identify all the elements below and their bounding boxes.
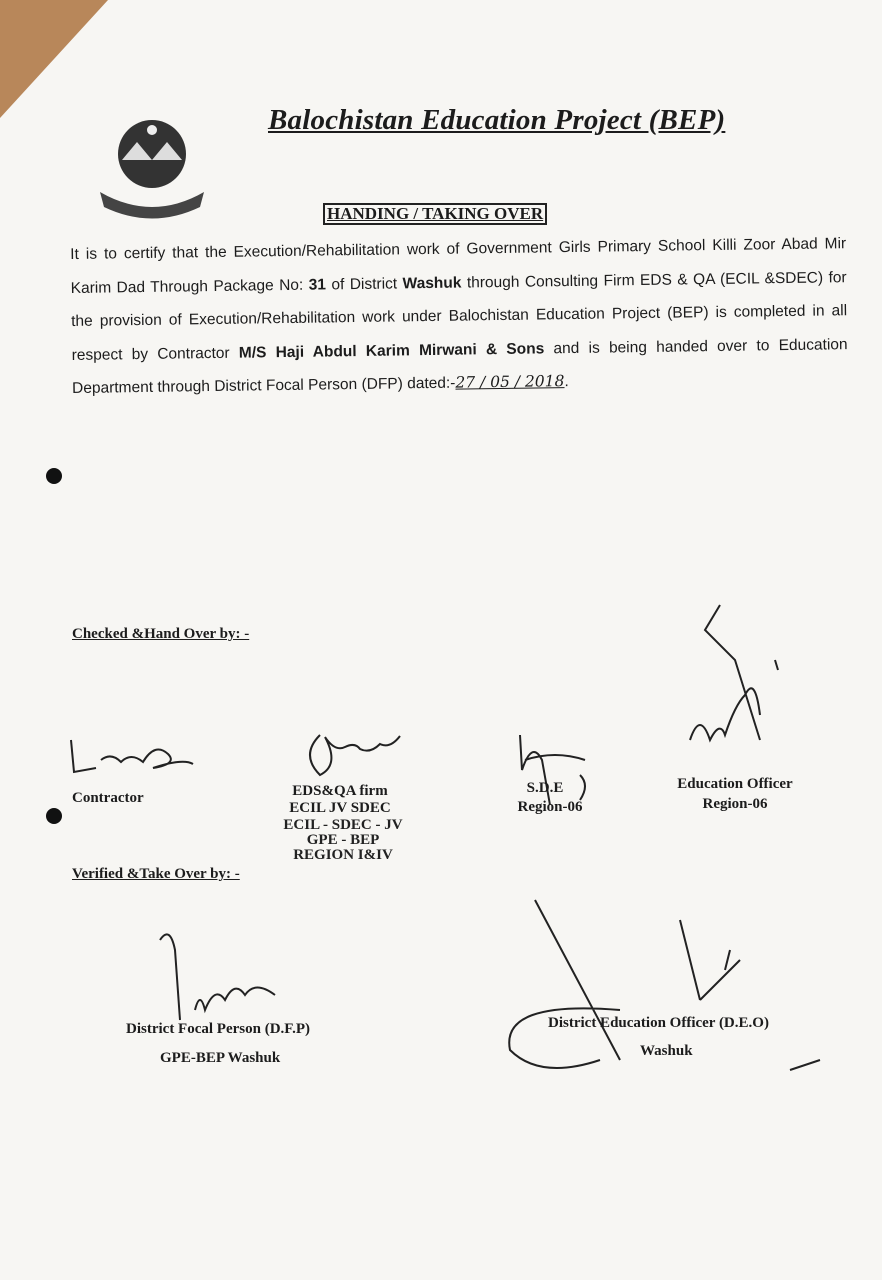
dfp-signature (150, 930, 310, 1030)
document-subtitle: HANDING / TAKING OVER (323, 203, 547, 225)
deo-signature (500, 890, 830, 1090)
education-officer-label: Education Officer (677, 776, 793, 792)
education-officer-region-label: Region-06 (702, 796, 768, 812)
page-corner-fold (0, 0, 108, 118)
certificate-text: It is to certify that the Execution/Rehabilitation work of Government Girls Primary School Killi Zoor Abad Mir Karim Dad Through Package No: 31 of District Washuk through Consulting Firm EDS & QA (ECIL &SDEC) for the provision of Execution/Rehabilitation work under Balochistan Education Project (BEP) is completed in all respect by Contractor M/S Haji Abdul Karim Mirwani & Sons and is being handed over to Education Department through District Focal Person (DFP) dated:-27 / 05 / 2018. (70, 235, 848, 397)
contractor-label: Contractor (72, 790, 144, 806)
education-officer-signature (680, 600, 790, 780)
handwritten-date: 27 / 05 / 2018 (455, 372, 565, 392)
firm-stamp: ECIL - SDEC - JV GPE - BEP REGION I&IV (283, 817, 403, 863)
eds-sub-label: ECIL JV SDEC (289, 800, 391, 816)
punch-hole (46, 468, 62, 484)
verified-section-label: Verified &Take Over by: - (72, 866, 240, 882)
deo-label: District Education Officer (D.E.O) (548, 1015, 769, 1031)
eds-firm-label: EDS&QA firm (292, 783, 388, 799)
sde-label: S.D.E (526, 780, 564, 796)
dfp-sub-label: GPE-BEP Washuk (160, 1050, 281, 1066)
eds-signature (300, 730, 430, 780)
punch-hole (46, 808, 62, 824)
deo-sub-label: Washuk (640, 1043, 693, 1059)
checked-section-label: Checked &Hand Over by: - (72, 626, 250, 642)
page-title: Balochistan Education Project (BEP) (268, 104, 726, 136)
sde-region-label: Region-06 (517, 799, 583, 815)
bep-logo (92, 112, 212, 222)
contractor-signature (66, 730, 196, 780)
dfp-label: District Focal Person (D.F.P) (126, 1021, 310, 1037)
sde-signature (510, 730, 600, 810)
